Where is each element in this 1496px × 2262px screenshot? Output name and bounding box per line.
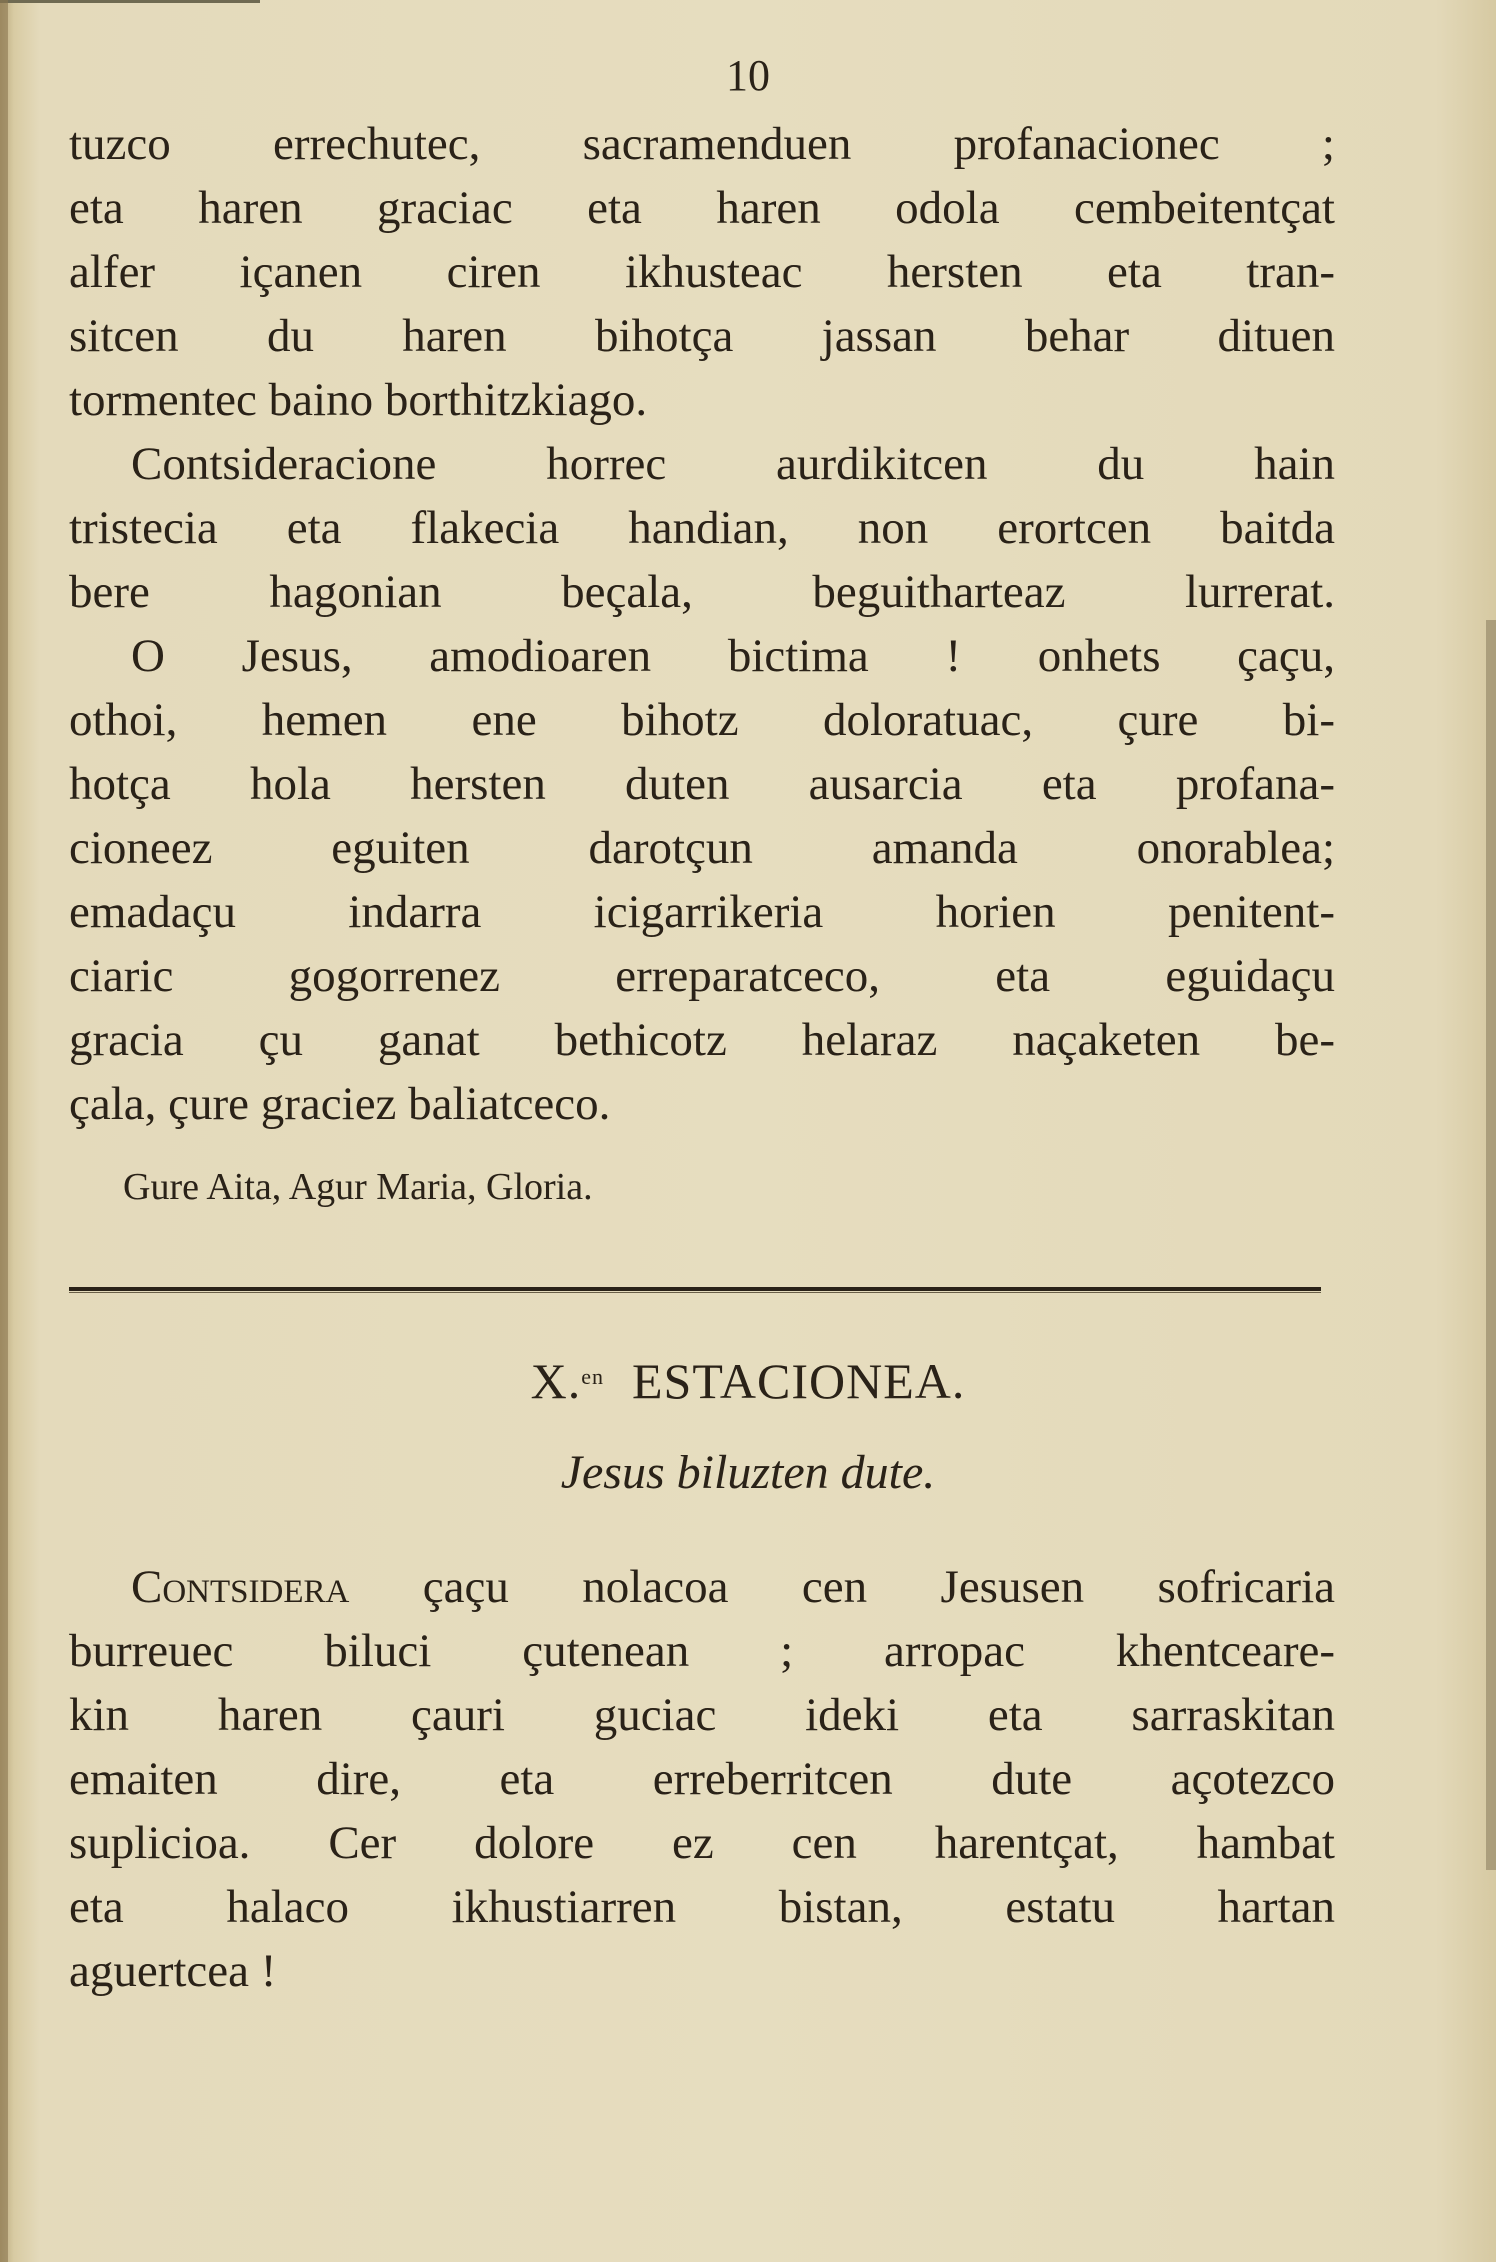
- section-divider: [69, 1287, 1321, 1291]
- text-line: alfer içanen ciren ikhusteac hersten eta tran-: [69, 246, 1335, 298]
- text-line: tormentec baino borthitzkiago.: [69, 374, 648, 426]
- paragraph-3: [69, 624, 1335, 1136]
- text-line: hotça hola hersten duten ausarcia eta profana-: [69, 758, 1335, 810]
- paragraph-2: [69, 432, 1335, 624]
- text-line: eta haren graciac eta haren odola cembeitentçat: [69, 182, 1335, 234]
- text-line: çala, çure graciez baliatceco.: [69, 1078, 611, 1130]
- heading-title: ESTACIONEA.: [632, 1353, 966, 1409]
- page-number: 10: [726, 51, 770, 100]
- text-line: O Jesus, amodioaren bictima ! onhets çaçu,: [131, 630, 1335, 682]
- text-line: emadaçu indarra icigarrikeria horien penitent-: [69, 886, 1335, 938]
- section-divider-thin: [69, 1292, 1321, 1293]
- prayer-line: Gure Aita, Agur Maria, Gloria.: [123, 1166, 593, 1208]
- station-heading: [0, 1352, 1496, 1410]
- text-line: tristecia eta flakecia handian, non erortcen baitda: [69, 502, 1335, 554]
- text-line: othoi, hemen ene bihotz doloratuac, çure bi-: [69, 694, 1335, 746]
- lead-word: Contsidera: [131, 1561, 350, 1613]
- text-line: tuzco errechutec, sacramenduen profanacionec ;: [69, 118, 1335, 170]
- text-line: aguertcea !: [69, 1945, 277, 1997]
- page-binding-edge: [0, 0, 8, 2262]
- text-line: gracia çu ganat bethicotz helaraz naçaketen be-: [69, 1014, 1335, 1066]
- text-line: Contsideracione horrec aurdikitcen du hain: [131, 438, 1335, 490]
- heading-number: X.: [530, 1353, 582, 1409]
- paragraph-1: [69, 112, 1335, 432]
- text-line: bere hagonian beçala, beguitharteaz lurrerat.: [69, 566, 1335, 618]
- page-right-edge: [1486, 620, 1496, 1870]
- text-line: suplicioa. Cer dolore ez cen harentçat, hambat: [69, 1817, 1335, 1869]
- text-line: burreuec biluci çutenean ; arropac khentceare-: [69, 1625, 1335, 1677]
- text-line: sitcen du haren bihotça jassan behar dituen: [69, 310, 1335, 362]
- text-line: eta halaco ikhustiarren bistan, estatu hartan: [69, 1881, 1335, 1933]
- paragraph-4: [69, 1555, 1335, 2003]
- text-line: cioneez eguiten darotçun amanda onorablea;: [69, 822, 1335, 874]
- text-line: [69, 1555, 1335, 1619]
- station-subtitle: Jesus biluzten dute.: [560, 1446, 936, 1499]
- text-line: kin haren çauri guciac ideki eta sarraskitan: [69, 1689, 1335, 1741]
- text-line-rest: çaçu nolacoa cen Jesusen sofricaria: [422, 1561, 1336, 1613]
- heading-suffix: en: [581, 1364, 604, 1389]
- top-edge-line: [0, 0, 260, 3]
- text-line: ciaric gogorrenez erreparatceco, eta eguidaçu: [69, 950, 1335, 1002]
- text-line: emaiten dire, eta erreberritcen dute açotezco: [69, 1753, 1335, 1805]
